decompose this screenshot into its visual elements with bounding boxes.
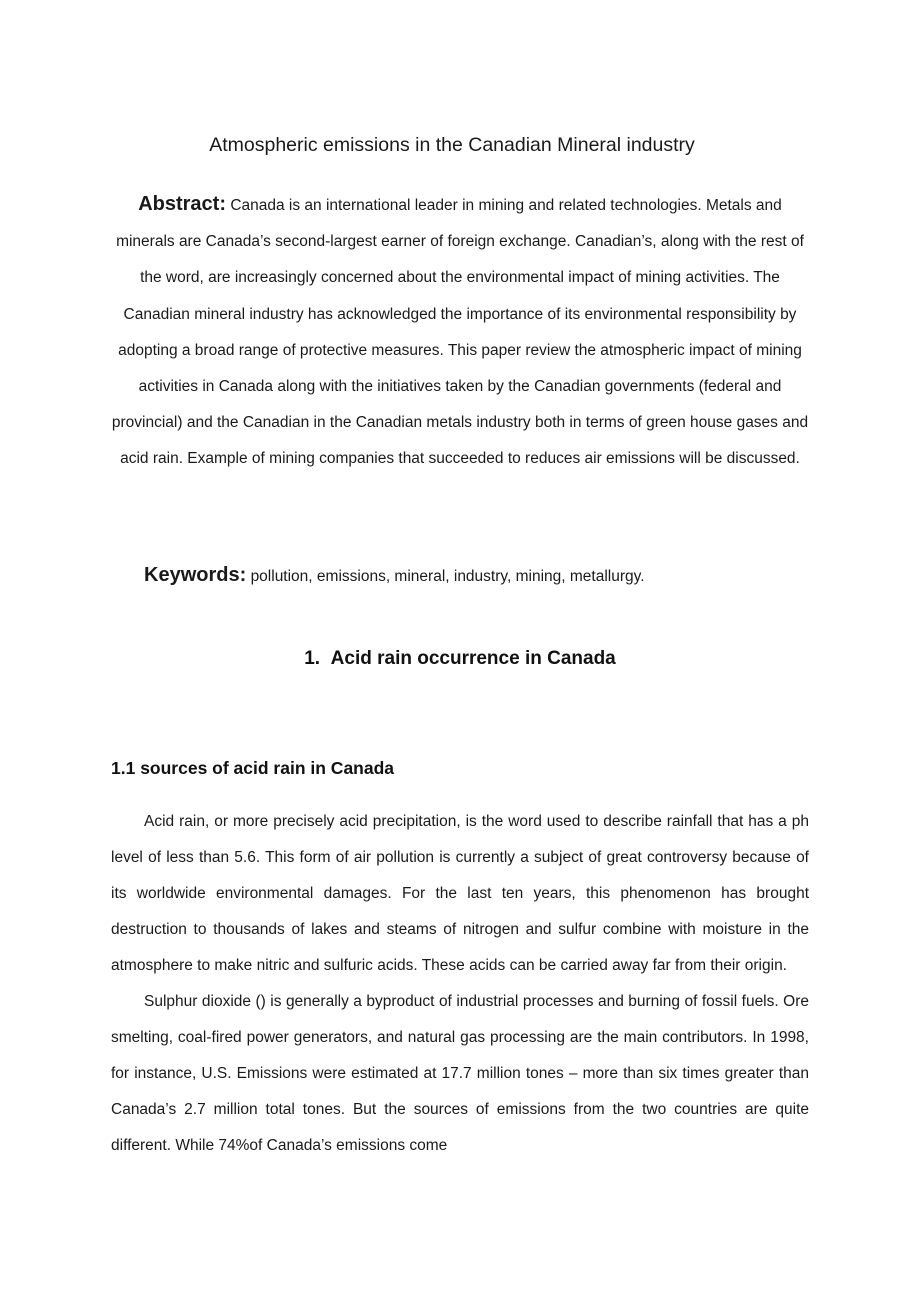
keywords-label: Keywords:: [144, 564, 247, 586]
abstract-block: [108, 186, 812, 478]
abstract-text: Canada is an international leader in mining and related technologies. Metals and minerals are Canada’s second-largest earner of foreign exchange. Canadian’s, along with the rest of the word, are increasingly concerned about the environmental impact of mining activities. The Canadian mineral industry has acknowledged the importance of its environmental responsibility by adopting a broad range of protective measures. This paper review the atmospheric impact of mining activities in Canada along with the initiatives taken by the Canadian governments (federal and provincial) and the Canadian in the Canadian metals industry both in terms of green house gases and acid rain. Example of mining companies that succeeded to reduces air emissions will be discussed.: [111, 197, 809, 468]
paragraph: Sulphur dioxide () is generally a byproduct of industrial processes and burning of fossil fuels. Ore smelting, coal-fired power generators, and natural gas processing are the main contributors. In 1998, for instance, U.S. Emissions were estimated at 17.7 million tones – more than six times greater than Canada’s 2.7 million total tones. But the sources of emissions from the two countries are quite different. While 74%of Canada’s emissions come: [111, 993, 809, 1154]
body-text: [111, 804, 809, 1164]
section-title: Acid rain occurrence in Canada: [330, 648, 616, 669]
section-number: 1.: [304, 648, 321, 669]
paragraph: Acid rain, or more precisely acid precipitation, is the word used to describe rainfall that has a ph level of less than 5.6. This form of air pollution is currently a subject of great controversy because of its worldwide environmental damages. For the last ten years, this phenomenon has brought destruction to thousands of lakes and steams of nitrogen and sulfur combine with moisture in the atmosphere to make nitric and sulfuric acids. These acids can be carried away far from their origin.: [111, 813, 809, 974]
abstract-label: Abstract:: [138, 193, 226, 215]
section-heading: [0, 645, 920, 673]
keywords-block: [144, 560, 824, 592]
document-title: Atmospheric emissions in the Canadian Mineral industry: [209, 134, 695, 156]
subsection-heading: 1.1 sources of acid rain in Canada: [111, 758, 395, 778]
keywords-text: pollution, emissions, mineral, industry, mining, metallurgy.: [250, 568, 645, 585]
